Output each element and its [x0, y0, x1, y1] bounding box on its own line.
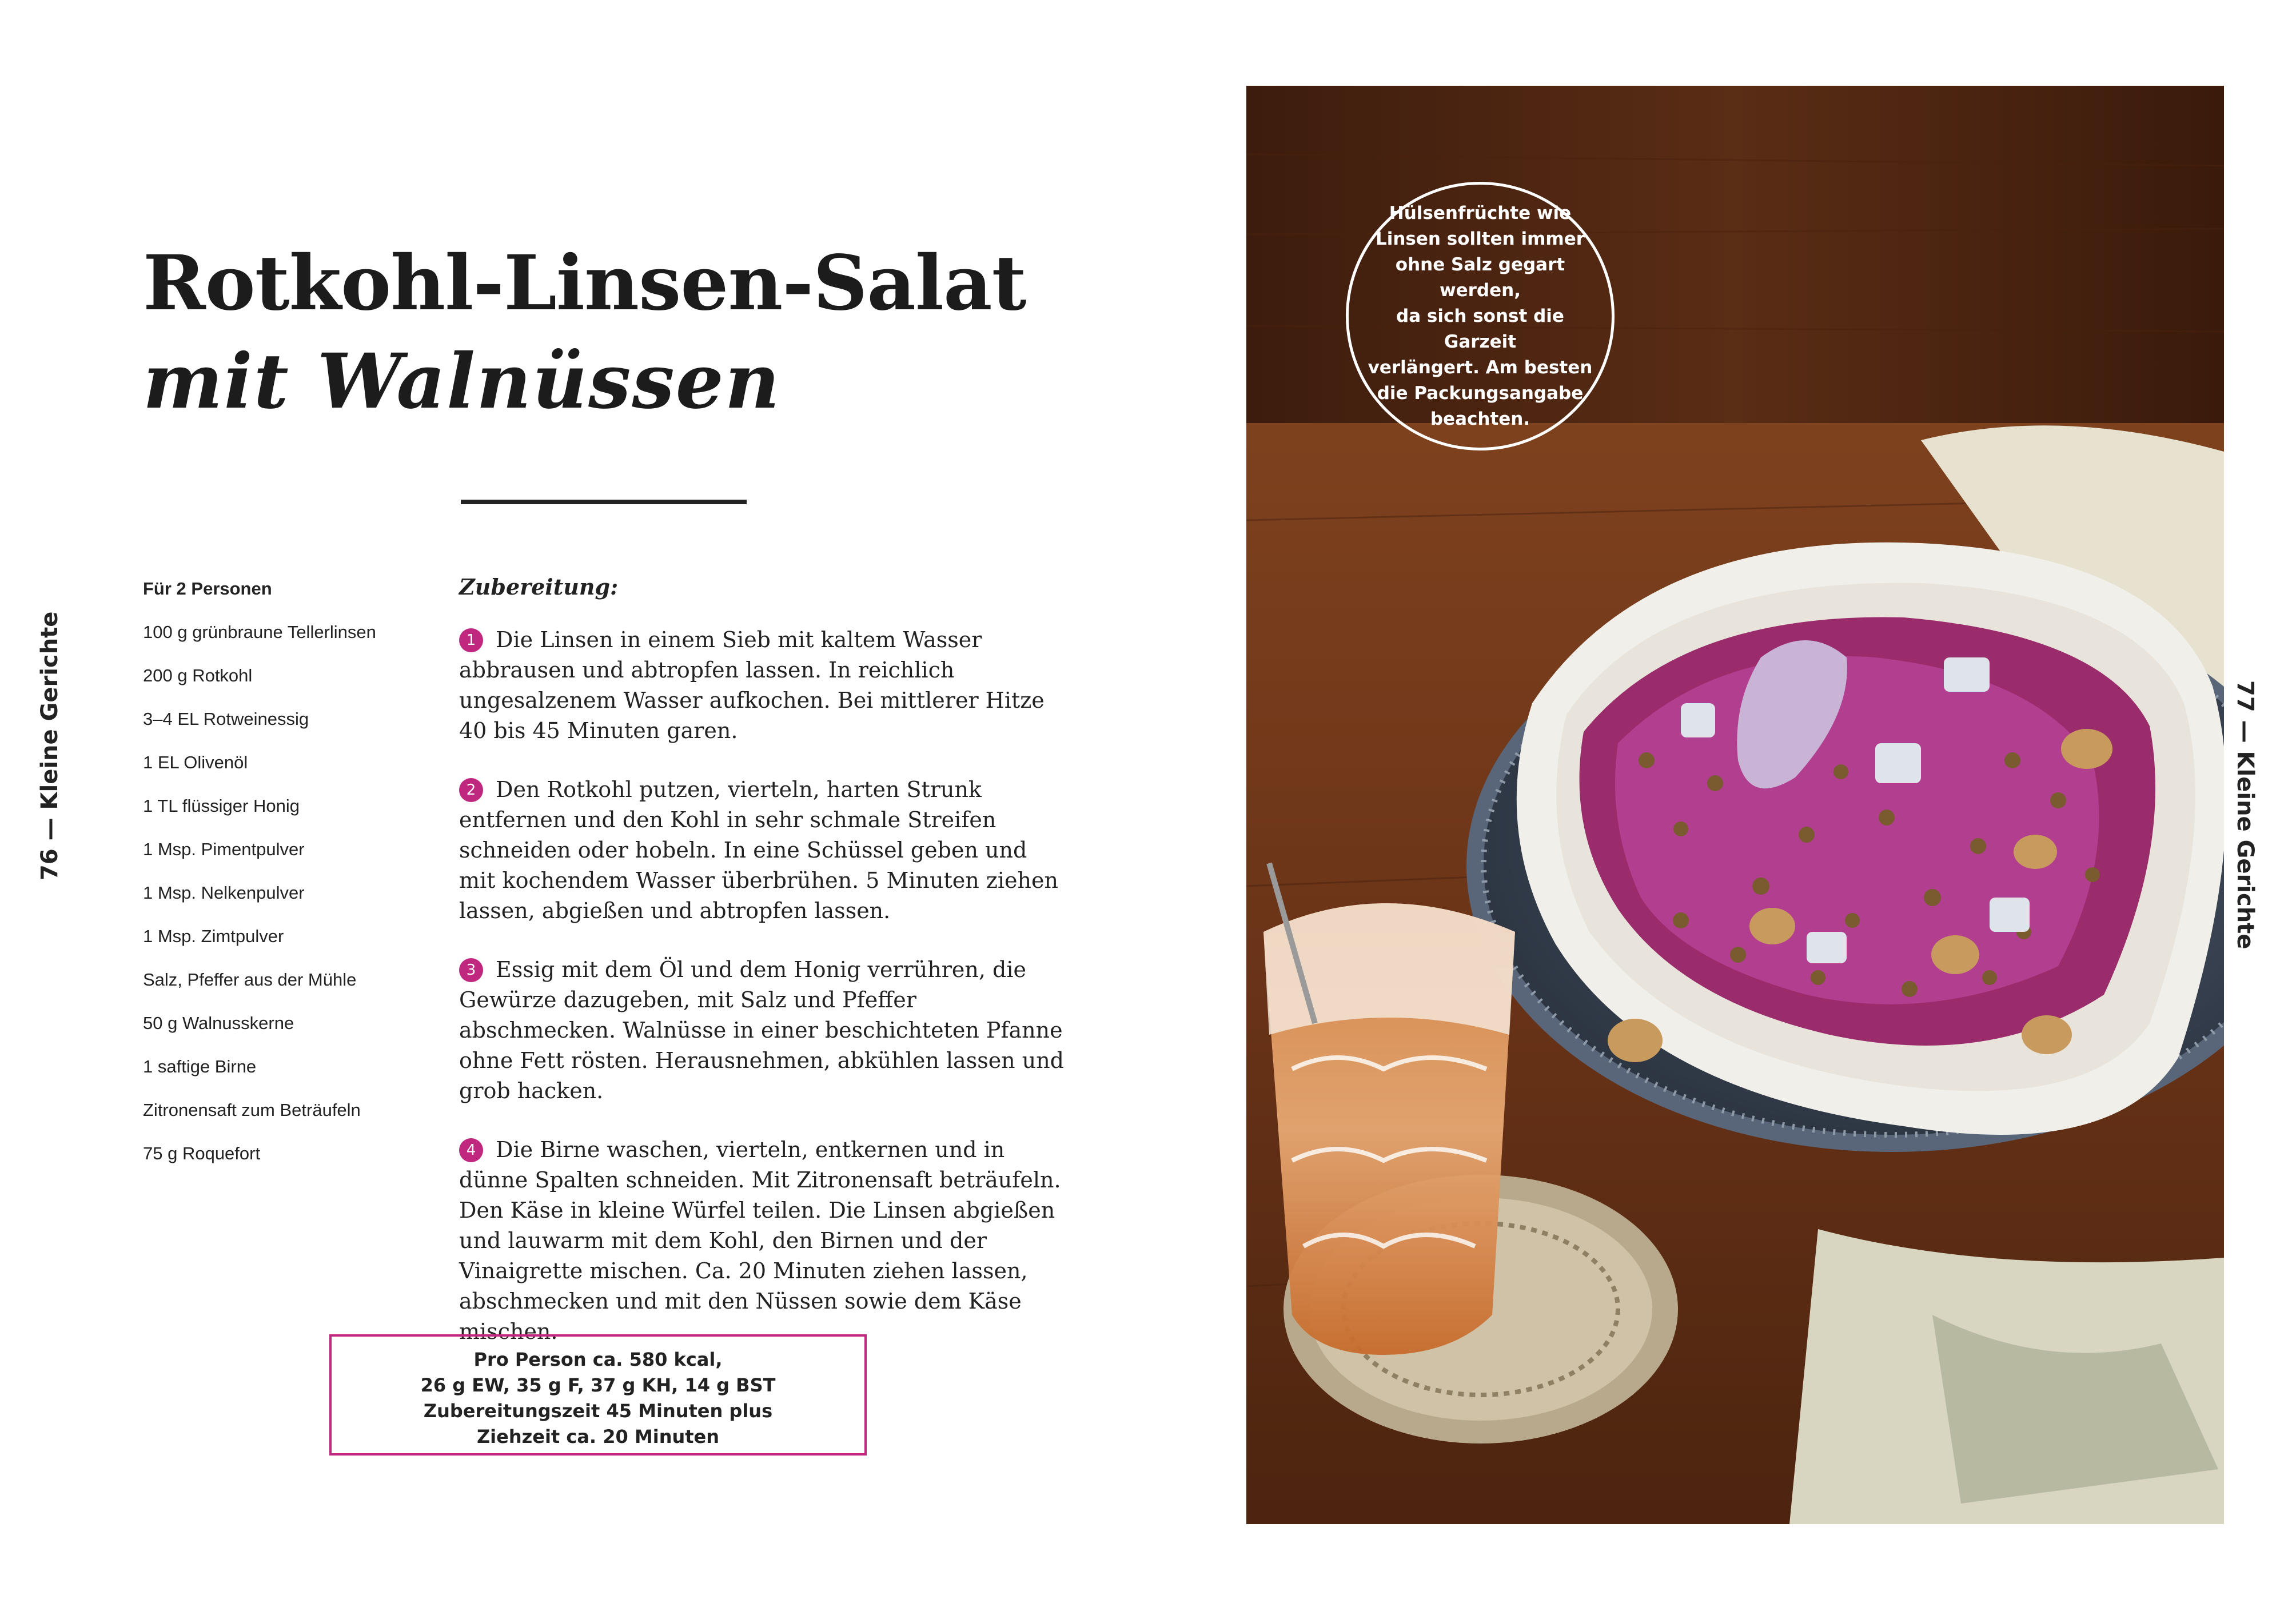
- tip-line: da sich sonst die Garzeit: [1396, 305, 1564, 352]
- title-divider: [461, 500, 747, 504]
- ingredient-item: 3–4 EL Rotweinessig: [143, 709, 309, 729]
- nutrition-line: Zubereitungszeit 45 Minuten plus: [423, 1400, 773, 1422]
- ingredient-item: 1 Msp. Zimtpulver: [143, 926, 284, 946]
- tip-line: ohne Salz gegart werden,: [1395, 254, 1565, 301]
- recipe-title: Rotkohl-Linsen-Salat: [143, 239, 1026, 328]
- nutrition-box: [329, 1334, 867, 1456]
- step-number-badge: 2: [459, 778, 483, 802]
- tip-line: beachten.: [1430, 408, 1530, 429]
- ingredient-item: 1 Msp. Pimentpulver: [143, 839, 305, 859]
- preparation-step: [459, 955, 1065, 1106]
- recipe-subtitle: mit Walnüssen: [143, 337, 781, 426]
- preparation-step: [459, 1135, 1065, 1347]
- ingredient-item: 1 Msp. Nelkenpulver: [143, 883, 305, 903]
- ingredient-item: Salz, Pfeffer aus der Mühle: [143, 970, 357, 990]
- preparation-section: [459, 572, 1065, 1375]
- ingredient-item: 1 saftige Birne: [143, 1056, 257, 1076]
- ingredient-item: Zitronensaft zum Beträufeln: [143, 1100, 361, 1120]
- tip-text: [1360, 201, 1600, 432]
- tip-line: Linsen sollten immer: [1375, 228, 1585, 249]
- ingredient-item: 200 g Rotkohl: [143, 665, 253, 685]
- ingredient-item: 1 EL Olivenöl: [143, 752, 248, 772]
- step-text: Den Rotkohl putzen, vierteln, harten Strunk entfernen und den Kohl in sehr schmale Streifen schneiden oder hobeln. In eine Schüssel geben und mit kochendem Wasser überbrühen. 5 Minuten ziehen lassen, abgießen und abtropfen lassen.: [459, 777, 1058, 923]
- folio-right: 77 — Kleine Gerichte: [2232, 680, 2258, 950]
- step-number-badge: 1: [459, 628, 483, 652]
- nutrition-line: 26 g EW, 35 g F, 37 g KH, 14 g BST: [420, 1374, 776, 1396]
- tip-line: die Packungsangabe: [1377, 382, 1584, 404]
- nutrition-line: Ziehzeit ca. 20 Minuten: [476, 1426, 720, 1448]
- ingredients-list: [143, 577, 440, 1186]
- step-text: Die Birne waschen, vierteln, entkernen und in dünne Spalten schneiden. Mit Zitronensaft beträufeln. Den Käse in kleine Würfel teilen. Die Linsen abgießen und lauwarm mit dem Kohl, den Birnen und der Vinaigrette mischen. Ca. 20 Minuten ziehen lassen, abschmecken und mit den Nüssen sowie dem Käse mischen.: [459, 1137, 1061, 1344]
- ingredients-heading: Für 2 Personen: [143, 579, 272, 599]
- tip-line: verlängert. Am besten: [1368, 357, 1593, 378]
- step-text: Die Linsen in einem Sieb mit kaltem Wasser abbrausen und abtropfen lassen. In reichlich ungesalzenem Wasser aufkochen. Bei mittlerer Hitze 40 bis 45 Minuten garen.: [459, 627, 1045, 743]
- ingredient-item: 100 g grünbraune Tellerlinsen: [143, 622, 376, 642]
- preparation-heading: Zubereitung:: [459, 574, 619, 600]
- preparation-step: [459, 625, 1065, 746]
- folio-left: 76 — Kleine Gerichte: [37, 611, 63, 880]
- tip-line: Hülsenfrüchte wie: [1389, 202, 1572, 224]
- step-number-badge: 4: [459, 1138, 483, 1162]
- step-text: Essig mit dem Öl und dem Honig verrühren, die Gewürze dazugeben, mit Salz und Pfeffer abschmecken. Walnüsse in einer beschichteten Pfanne ohne Fett rösten. Herausnehmen, abkühlen lassen und grob hacken.: [459, 957, 1065, 1103]
- step-number-badge: 3: [459, 958, 483, 982]
- ingredient-item: 75 g Roquefort: [143, 1143, 261, 1163]
- nutrition-line: Pro Person ca. 580 kcal,: [473, 1349, 723, 1370]
- preparation-step: [459, 775, 1065, 926]
- ingredient-item: 1 TL flüssiger Honig: [143, 796, 300, 816]
- ingredient-item: 50 g Walnusskerne: [143, 1013, 294, 1033]
- tip-badge: [1346, 182, 1615, 450]
